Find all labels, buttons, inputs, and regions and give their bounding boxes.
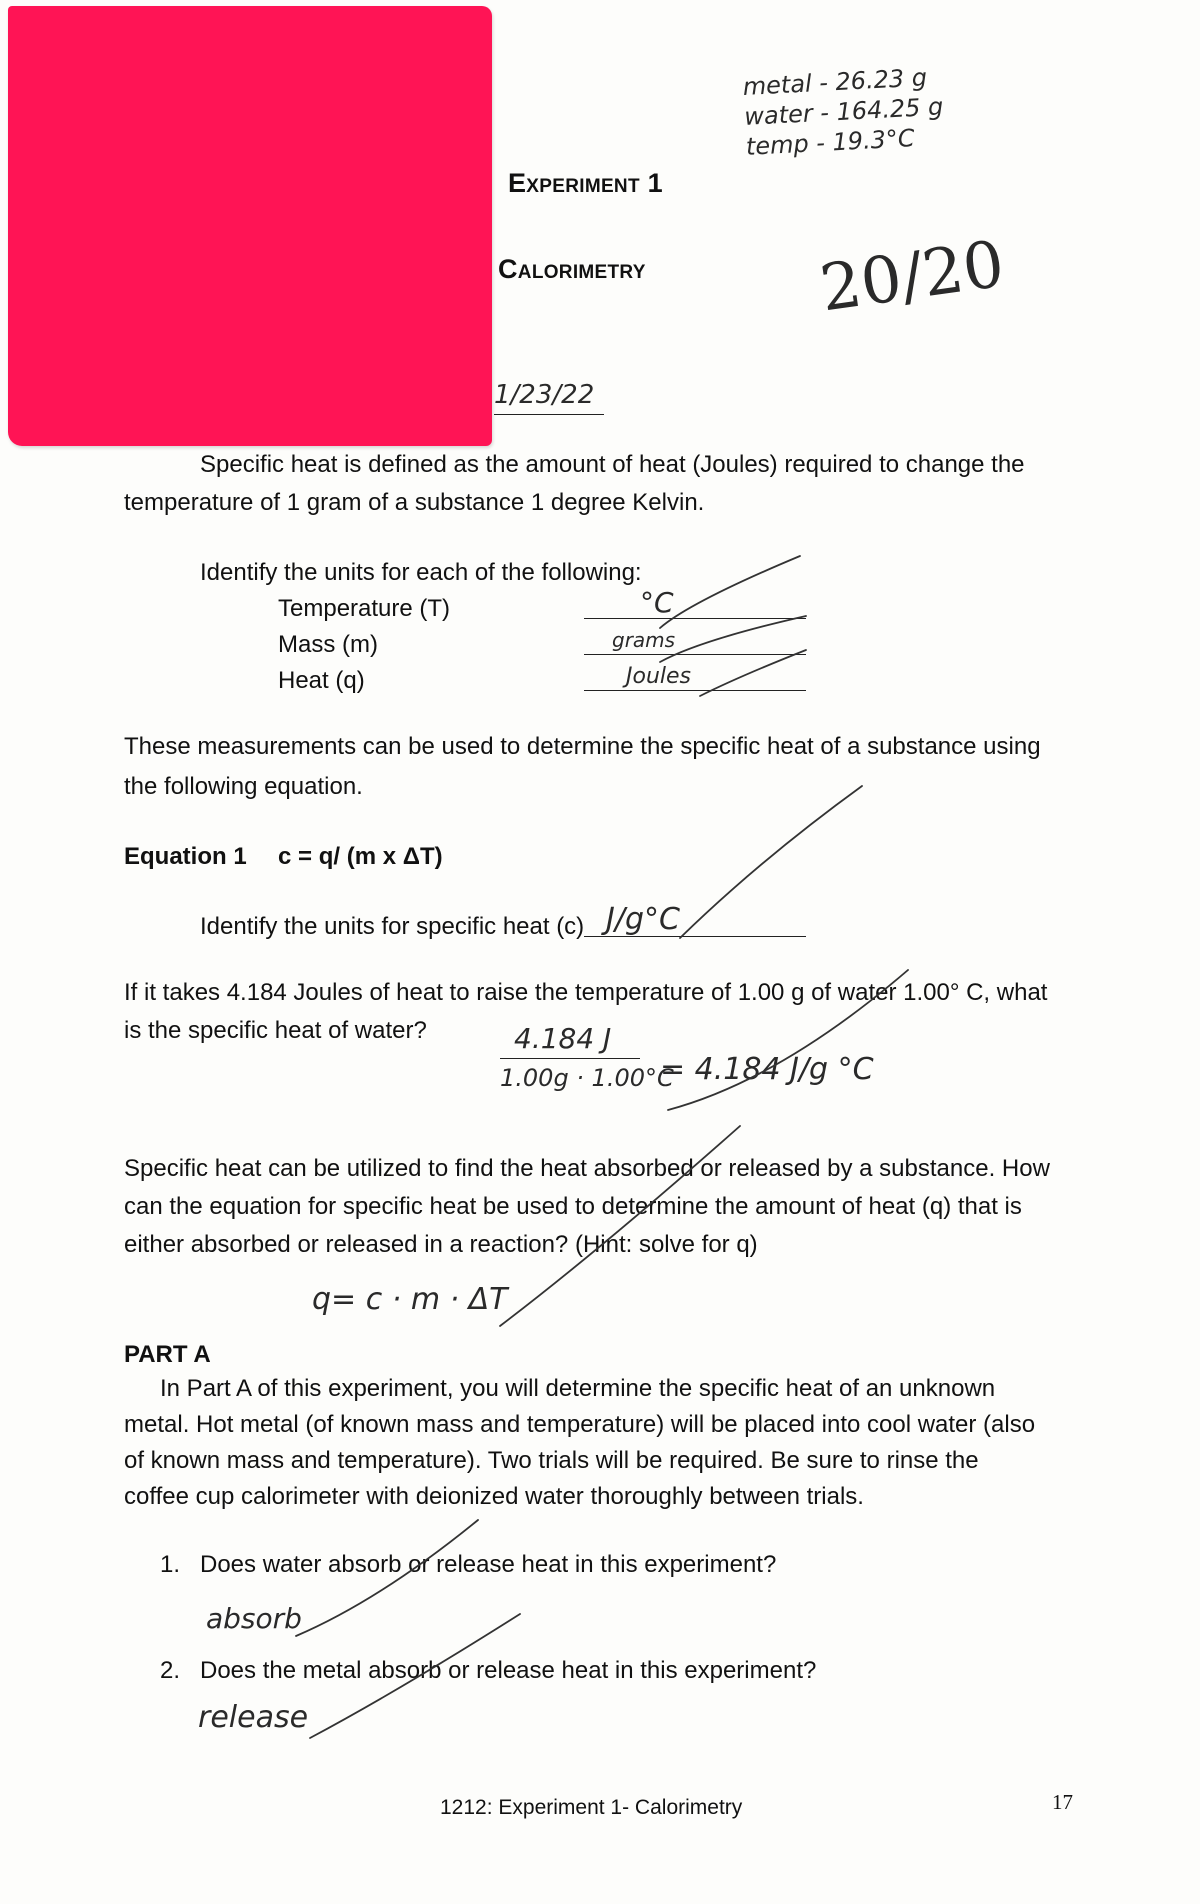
heat-question-line-3: either absorbed or released in a reaction? (Hint: solve for q) (124, 1231, 758, 1258)
page-number: 17 (1052, 1790, 1073, 1814)
heat-question-line-1: Specific heat can be utilized to find the heat absorbed or released by a substance. How (124, 1155, 1050, 1182)
question-1-answer: absorb (206, 1602, 302, 1635)
unit-answer-temperature: °C (640, 586, 674, 619)
redaction-block (8, 6, 492, 446)
handwritten-notes (742, 62, 946, 162)
checkmark-specific-heat (680, 786, 862, 938)
question-2-text: Does the metal absorb or release heat in this experiment? (200, 1657, 817, 1684)
unit-row-label-temperature: Temperature (T) (278, 595, 451, 622)
measurements-line-2: the following equation. (124, 773, 363, 800)
note-water: water - 164.25 g (743, 92, 944, 131)
water-answer-denominator: 1.00g · 1.00°C (500, 1064, 674, 1092)
part-a-line-1: In Part A of this experiment, you will determine the specific heat of an unknown (160, 1375, 996, 1402)
equation-label: Equation 1 (124, 843, 247, 870)
part-a-line-4: coffee cup calorimeter with deionized water thoroughly between trials. (124, 1483, 864, 1510)
unit-answer-mass: grams (612, 628, 676, 652)
grade: 20/20 (815, 227, 1009, 327)
unit-line-temperature (584, 618, 806, 619)
part-a-heading: PART A (124, 1341, 211, 1368)
page-title: Calorimetry (498, 254, 646, 284)
equation-formula: c = q/ (m x ΔT) (278, 843, 443, 870)
date-line (494, 414, 604, 415)
units-prompt: Identify the units for each of the following: (200, 559, 642, 586)
note-temp: temp - 19.3°C (745, 124, 916, 161)
question-2-answer: release (198, 1700, 309, 1735)
measurements-line-1: These measurements can be used to determine the specific heat of a substance using (124, 733, 1041, 760)
heat-question-line-2: can the equation for specific heat be used to determine the amount of heat (q) that is (124, 1193, 1022, 1220)
specific-heat-prompt: Identify the units for specific heat (c) (200, 913, 585, 940)
checkmark-mass (660, 616, 806, 662)
water-answer-numerator: 4.184 J (514, 1022, 612, 1055)
unit-answer-heat: Joules (626, 664, 692, 689)
date-handwritten: 1/23/22 (494, 380, 595, 410)
intro-line-2: temperature of 1 gram of a substance 1 degree Kelvin. (124, 489, 705, 516)
unit-row-label-heat: Heat (q) (278, 667, 365, 694)
unit-line-heat (584, 690, 806, 691)
specific-heat-answer: J/g°C (606, 902, 680, 937)
unit-line-mass (584, 654, 806, 655)
water-question-line-2: is the specific heat of water? (124, 1017, 427, 1044)
question-1-number: 1. (160, 1551, 181, 1578)
note-metal: metal - 26.23 g (742, 63, 928, 101)
heat-question-answer: q= c · m · ΔT (312, 1282, 508, 1317)
unit-row-label-mass: Mass (m) (278, 631, 378, 658)
water-answer-result: = 4.184 J/g °C (660, 1052, 874, 1087)
question-1-text: Does water absorb or release heat in this experiment? (200, 1551, 777, 1578)
part-a-line-3: of known mass and temperature). Two trials will be required. Be sure to rinse the (124, 1447, 979, 1474)
water-answer-fraction-bar (500, 1058, 640, 1059)
footer-title: 1212: Experiment 1- Calorimetry (440, 1796, 743, 1819)
experiment-title: Experiment 1 (508, 168, 663, 198)
question-2-number: 2. (160, 1657, 181, 1684)
specific-heat-line (584, 936, 806, 937)
part-a-line-2: metal. Hot metal (of known mass and temperature) will be placed into cool water (also (124, 1411, 1036, 1438)
intro-line-1: Specific heat is defined as the amount of heat (Joules) required to change the (200, 451, 1025, 478)
water-question-line-1: If it takes 4.184 Joules of heat to raise the temperature of 1.00 g of water 1.00° C, what (124, 979, 1048, 1006)
